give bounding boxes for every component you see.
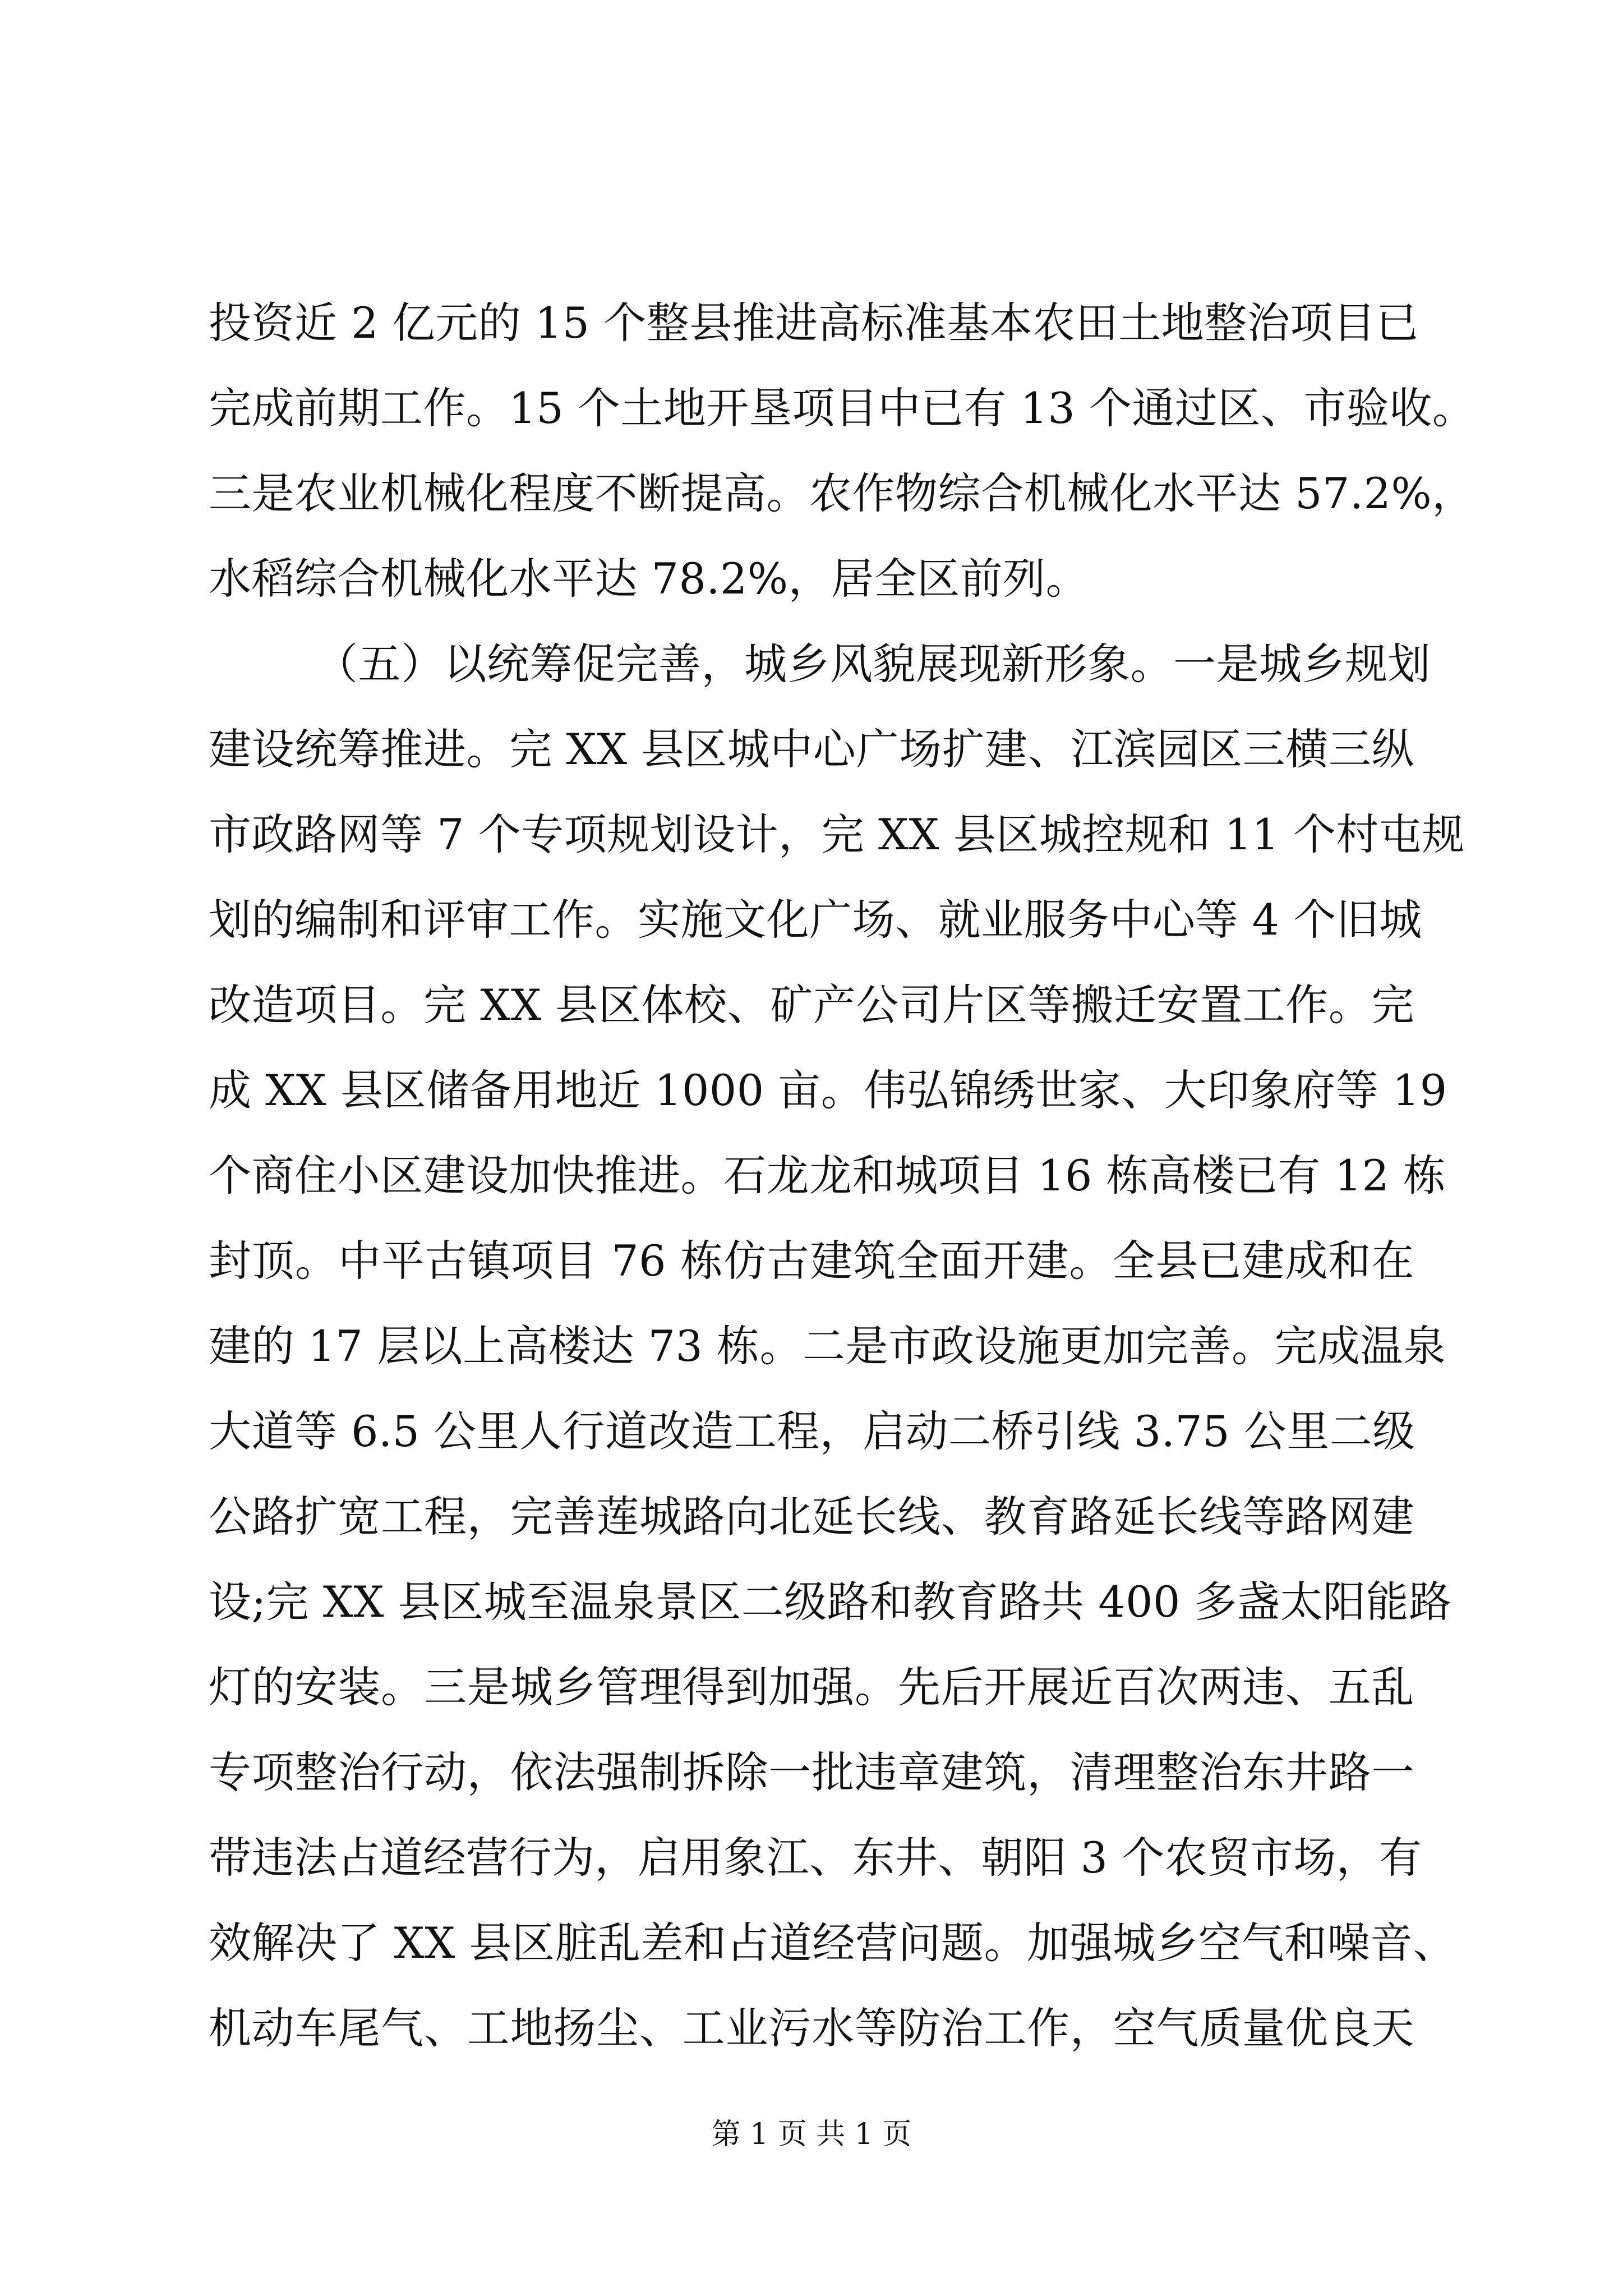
text-line: 市政路网等 7 个专项规划设计，完 XX 县区城控规和 11 个村屯规 xyxy=(209,809,1465,859)
paragraph-start-line: （五）以统筹促完善，城乡风貌展现新形象。一是城乡规划 xyxy=(315,639,1431,689)
text-line: 灯的安装。三是城乡管理得到加强。先后开展近百次两违、五乱 xyxy=(209,1662,1414,1712)
text-line: 效解决了 XX 县区脏乱差和占道经营问题。加强城乡空气和噪音、 xyxy=(209,1918,1456,1968)
text-line: 三是农业机械化程度不断提高。农作物综合机械化水平达 57.2%， xyxy=(209,468,1475,518)
text-line: 封顶。中平古镇项目 76 栋仿古建筑全面开建。全县已建成和在 xyxy=(209,1236,1414,1286)
text-line: 完成前期工作。15 个土地开垦项目中已有 13 个通过区、市验收。 xyxy=(209,383,1476,433)
text-line: 改造项目。完 XX 县区体校、矿产公司片区等搬迁安置工作。完 xyxy=(209,980,1414,1030)
text-line: 个商住小区建设加快推进。石龙龙和城项目 16 栋高楼已有 12 栋 xyxy=(209,1151,1446,1200)
text-line: 设;完 XX 县区城至温泉景区二级路和教育路共 400 多盏太阳能路 xyxy=(209,1577,1452,1627)
text-line: 大道等 6.5 公里人行道改造工程，启动二桥引线 3.75 公里二级 xyxy=(209,1406,1415,1456)
text-line: 带违法占道经营行为，启用象江、东井、朝阳 3 个农贸市场，有 xyxy=(209,1833,1422,1883)
page-footer xyxy=(0,2115,1623,2154)
text-line: 成 XX 县区储备用地近 1000 亩。伟弘锦绣世家、大印象府等 19 xyxy=(209,1065,1447,1115)
text-line: 水稻综合机械化水平达 78.2%，居全区前列。 xyxy=(209,554,1089,604)
text-line: 建的 17 层以上高楼达 73 栋。二是市政设施更加完善。完成温泉 xyxy=(209,1321,1446,1371)
text-line: 投资近 2 亿元的 15 个整县推进高标准基本农田土地整治项目已 xyxy=(209,298,1419,348)
text-line: 公路扩宽工程，完善莲城路向北延长线、教育路延长线等路网建 xyxy=(209,1492,1414,1542)
body-text xyxy=(209,280,1476,2071)
text-line: 划的编制和评审工作。实施文化广场、就业服务中心等 4 个旧城 xyxy=(209,895,1422,945)
text-line: 建设统筹推进。完 XX 县区城中心广场扩建、江滨园区三横三纵 xyxy=(209,724,1414,774)
page-number-label: 第 1 页 共 1 页 xyxy=(711,2118,912,2151)
text-line: 机动车尾气、工地扬尘、工业污水等防治工作，空气质量优良天 xyxy=(209,2003,1414,2053)
text-line: 专项整治行动，依法强制拆除一批违章建筑，清理整治东井路一 xyxy=(209,1747,1414,1797)
